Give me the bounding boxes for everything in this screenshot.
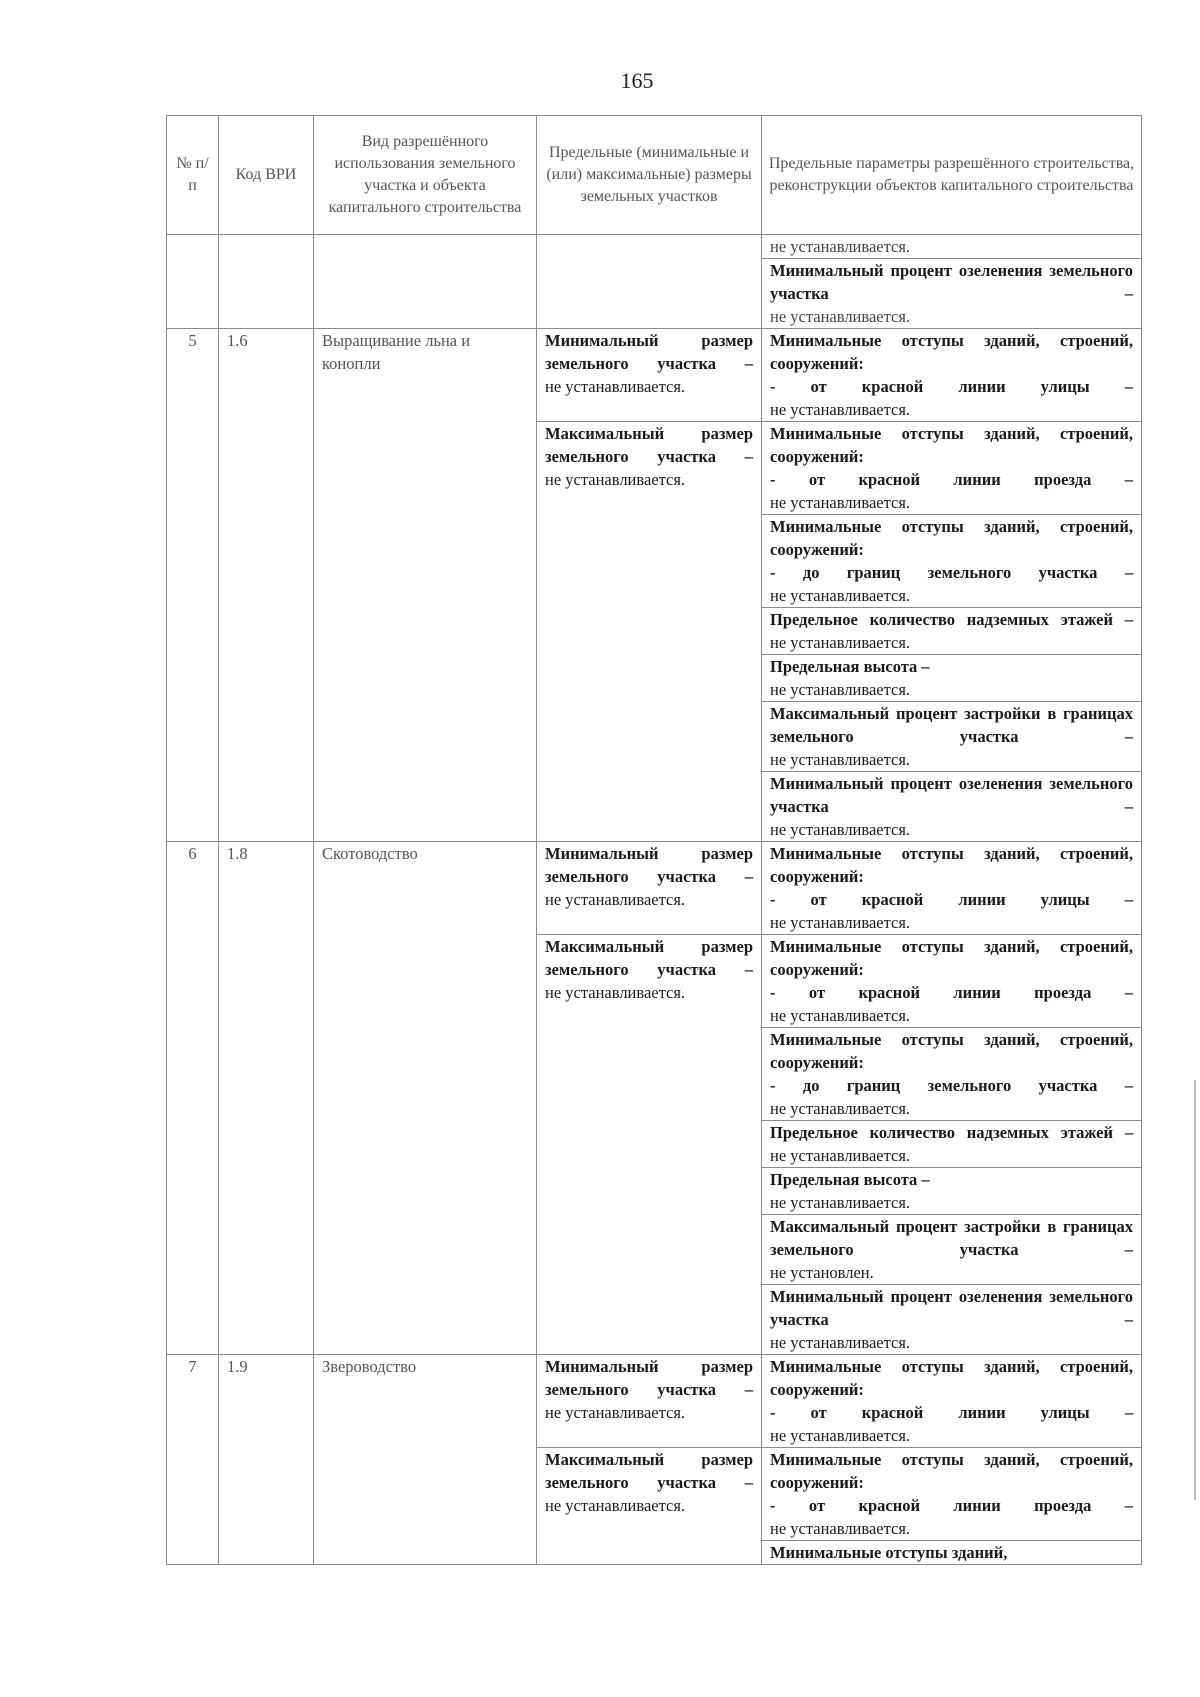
size-max-cell: Максимальный размер земельного участка – не устанавливается. <box>537 935 762 1355</box>
param-cell: Минимальный процент озеленения земельного участка – не устанавливается. <box>762 1285 1142 1355</box>
param-cell: Минимальные отступы зданий, <box>762 1541 1142 1565</box>
header-name: Вид разрешённого использования земельного участка и объекта капитального строительства <box>314 116 537 235</box>
header-code: Код ВРИ <box>219 116 314 235</box>
param-cell: Предельная высота – не устанавливается. <box>762 1168 1142 1215</box>
param-cell: Минимальные отступы зданий, строений, сооружений: - от красной линии улицы – не устанавливается. <box>762 842 1142 935</box>
row-name: Звероводство <box>314 1355 537 1565</box>
table-row <box>167 329 1142 422</box>
table-row <box>167 235 1142 259</box>
param-cell: Максимальный процент застройки в границах земельного участка – не устанавливается. <box>762 702 1142 772</box>
row-name: Выращивание льна и конопли <box>314 329 537 842</box>
param-cell: Минимальные отступы зданий, строений, сооружений: - до границ земельного участка – не устанавливается. <box>762 515 1142 608</box>
table-row <box>167 1355 1142 1448</box>
table-header <box>167 116 1142 235</box>
land-use-table <box>166 115 1142 1565</box>
row-code: 1.8 <box>219 842 314 1355</box>
param-cell: Минимальные отступы зданий, строений, сооружений: - до границ земельного участка – не устанавливается. <box>762 1028 1142 1121</box>
param-cell: Предельное количество надземных этажей – не устанавливается. <box>762 608 1142 655</box>
param-cell: Минимальный процент озеленения земельного участка – не устанавливается. <box>762 259 1142 329</box>
size-max-cell: Максимальный размер земельного участка – не устанавливается. <box>537 422 762 842</box>
table-row <box>167 842 1142 935</box>
header-num: № п/п <box>167 116 219 235</box>
param-cell: Предельная высота – не устанавливается. <box>762 655 1142 702</box>
size-min-cell: Минимальный размер земельного участка – не устанавливается. <box>537 1355 762 1448</box>
scan-edge-shadow <box>1194 1080 1196 1500</box>
param-cell: Максимальный процент застройки в границах земельного участка – не установлен. <box>762 1215 1142 1285</box>
param-cell: Минимальные отступы зданий, строений, сооружений: - от красной линии проезда – не устанавливается. <box>762 935 1142 1028</box>
header-params: Предельные параметры разрешённого строительства, реконструкции объектов капитального строительства <box>762 116 1142 235</box>
param-cell: Минимальные отступы зданий, строений, сооружений: - от красной линии проезда – не устанавливается. <box>762 1448 1142 1541</box>
row-name: Скотоводство <box>314 842 537 1355</box>
row-number: 6 <box>167 842 219 1355</box>
row-code: 1.6 <box>219 329 314 842</box>
param-cell: Минимальные отступы зданий, строений, сооружений: - от красной линии улицы – не устанавливается. <box>762 1355 1142 1448</box>
size-min-cell: Минимальный размер земельного участка – не устанавливается. <box>537 842 762 935</box>
param-cell: Минимальный процент озеленения земельного участка – не устанавливается. <box>762 772 1142 842</box>
size-min-cell: Минимальный размер земельного участка – не устанавливается. <box>537 329 762 422</box>
row-number: 5 <box>167 329 219 842</box>
row-number: 7 <box>167 1355 219 1565</box>
param-cell: не устанавливается. <box>762 235 1142 259</box>
page-number: 165 <box>620 68 654 93</box>
size-max-cell: Максимальный размер земельного участка – не устанавливается. <box>537 1448 762 1565</box>
param-cell: Минимальные отступы зданий, строений, сооружений: - от красной линии проезда – не устанавливается. <box>762 422 1142 515</box>
row-code: 1.9 <box>219 1355 314 1565</box>
header-size: Предельные (минимальные и (или) максимальные) размеры земельных участков <box>537 116 762 235</box>
param-cell: Предельное количество надземных этажей – не устанавливается. <box>762 1121 1142 1168</box>
param-cell: Минимальные отступы зданий, строений, сооружений: - от красной линии улицы – не устанавливается. <box>762 329 1142 422</box>
